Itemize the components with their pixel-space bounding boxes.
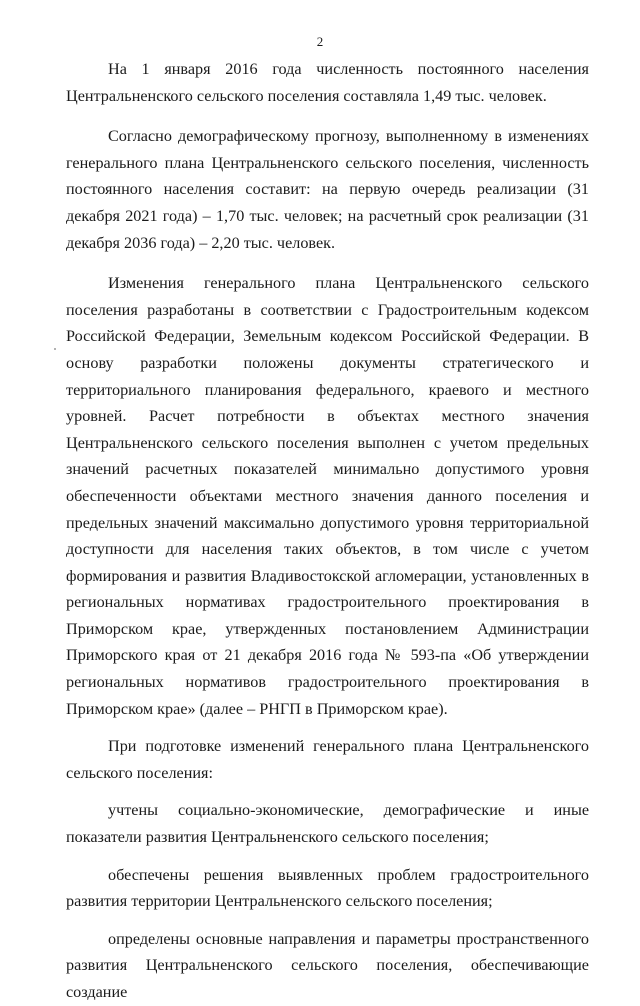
paragraph-plan-basis: Изменения генерального плана Центральненского сельского поселения разработаны в соответствии с Градостроительным кодексом Российской Федерации, Земельным кодексом Российской Федерации. В основу разработки положены документы стратегического и территориального планирования федерального, краевого и местного уровней. Расчет потребности в объектах местного значения Центральненского сельского поселения выполнен с учетом предельных значений расчетных показателей минимально допустимого уровня обеспеченности объектами местного значения данного поселения и предельных значений максимально допустимого уровня территориальной доступности для населения таких объектов, в том числе с учетом формирования и развития Владивостокской агломерации, установленных в региональных нормативах градостроительного проектирования в Приморском крае, утвержденных постановлением Администрации Приморского края от 21 декабря 2016 года № 593-па «Об утверждении региональных нормативов градостроительного проектирования в Приморском крае» (далее – РНГП в Приморском крае). (66, 274, 589, 718)
paragraph-demographic-forecast: Согласно демографическому прогнозу, выполненному в изменениях генерального плана Центральненского сельского поселения, численность постоянного населения составит: на первую очередь реализации (31 декабря 2021 года) – 1,70 тыс. человек; на расчетный срок реализации (31 декабря 2036 года) – 2,20 тыс. человек. (66, 127, 589, 252)
document-body (66, 56, 589, 1006)
paragraph-item-problems: обеспечены решения выявленных проблем градостроительного развития территории Центральненского сельского поселения; (66, 865, 589, 911)
paragraph-preparation-intro: При подготовке изменений генерального плана Центральненского сельского поселения: (66, 737, 589, 782)
paragraph-population-2016: На 1 января 2016 года численность постоянного населения Центральненского сельского поселения составляла 1,49 тыс. человек. (66, 60, 589, 105)
page-number: 2 (316, 34, 324, 49)
paragraph-item-indicators: учтены социально-экономические, демографические и иные показатели развития Центральненского сельского поселения; (66, 801, 589, 847)
scan-margin-mark (54, 348, 56, 350)
paragraph-item-directions: определены основные направления и параметры пространственного развития Центральненского сельского поселения, обеспечивающие создание (66, 929, 589, 1001)
